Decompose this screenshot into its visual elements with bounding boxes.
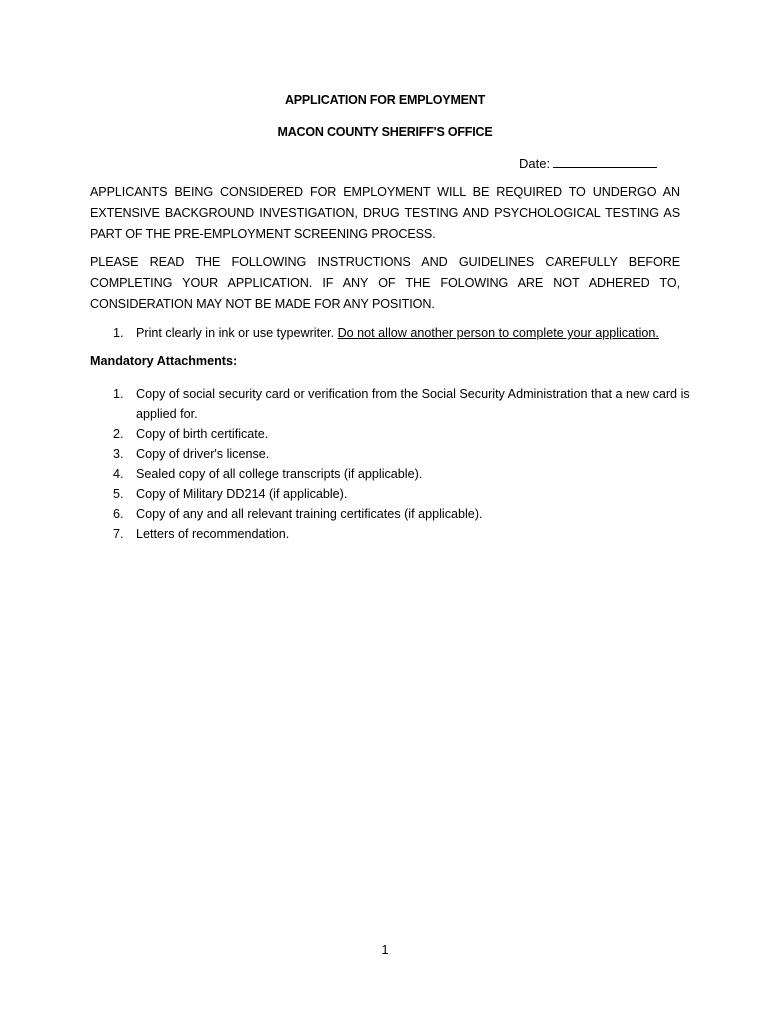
- list-item-text: Copy of Military DD214 (if applicable).: [136, 487, 348, 501]
- instruction-number: 1.: [113, 326, 124, 340]
- list-item-text: Sealed copy of all college transcripts (if applicable).: [136, 467, 423, 481]
- instruction-item: [113, 323, 693, 344]
- list-item: [113, 464, 693, 484]
- date-label: Date:: [519, 156, 551, 171]
- list-item-text: Copy of any and all relevant training certificates (if applicable).: [136, 507, 483, 521]
- screening-notice: APPLICANTS BEING CONSIDERED FOR EMPLOYMENT WILL BE REQUIRED TO UNDERGO AN EXTENSIVE BACKGROUND INVESTIGATION, DRUG TESTING AND PSYCHOLOGICAL TESTING AS PART OF THE PRE-EMPLOYMENT SCREENING PROCESS.: [90, 185, 680, 241]
- list-item: [113, 384, 693, 424]
- list-item-number: 2.: [113, 427, 124, 441]
- list-item: [113, 524, 693, 544]
- list-item-text: Copy of driver's license.: [136, 447, 270, 461]
- list-item-number: 6.: [113, 507, 124, 521]
- list-item-text: Letters of recommendation.: [136, 527, 290, 541]
- list-item: [113, 444, 693, 464]
- list-item-text: Copy of birth certificate.: [136, 427, 269, 441]
- list-item-text: Copy of social security card or verification from the Social Security Administration that a new card is applied for.: [136, 387, 690, 421]
- list-item: [113, 484, 693, 504]
- list-item-number: 7.: [113, 527, 124, 541]
- page-number: 1: [381, 943, 389, 957]
- attachment-list: [113, 384, 693, 544]
- list-item: [113, 504, 693, 524]
- mandatory-attachments-heading: Mandatory Attachments:: [90, 354, 238, 368]
- date-row: [519, 154, 657, 171]
- list-item-number: 1.: [113, 387, 124, 401]
- instruction-text: Print clearly in ink or use typewriter.: [136, 326, 335, 340]
- list-item: [113, 424, 693, 444]
- instructions-notice: PLEASE READ THE FOLLOWING INSTRUCTIONS AND GUIDELINES CAREFULLY BEFORE COMPLETING YOUR APPLICATION. IF ANY OF THE FOLOWING ARE NOT ADHERED TO, CONSIDERATION MAY NOT BE MADE FOR ANY POSITION.: [90, 255, 680, 311]
- document-title: APPLICATION FOR EMPLOYMENT: [284, 93, 486, 107]
- instruction-warning: Do not allow another person to complete your application.: [337, 326, 659, 340]
- agency-name: MACON COUNTY SHERIFF'S OFFICE: [277, 125, 493, 139]
- date-field[interactable]: [553, 154, 657, 168]
- list-item-number: 4.: [113, 467, 124, 481]
- list-item-number: 3.: [113, 447, 124, 461]
- list-item-number: 5.: [113, 487, 124, 501]
